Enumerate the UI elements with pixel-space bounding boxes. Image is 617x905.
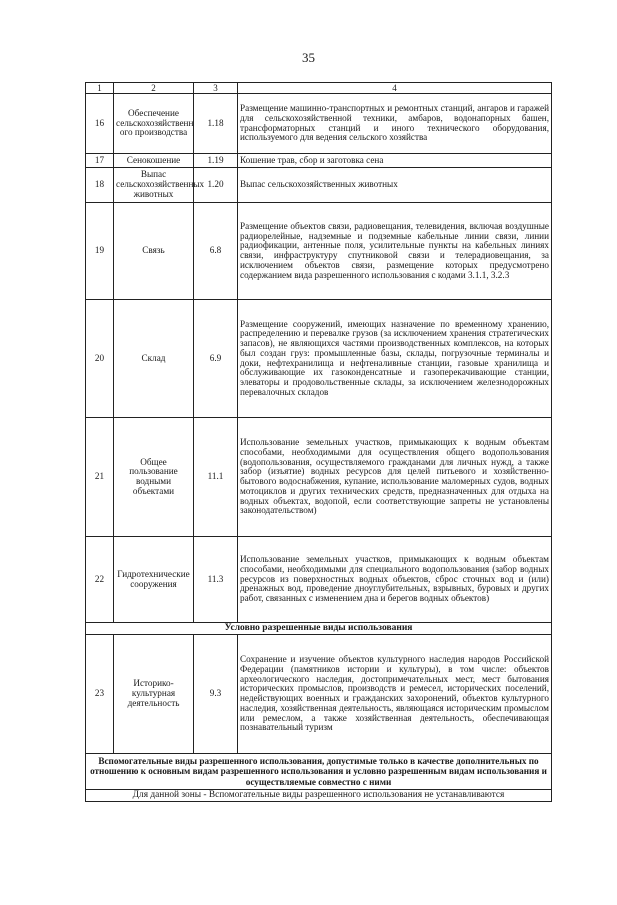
- conditional-section-row: [86, 623, 552, 635]
- auxiliary-section-row: [86, 754, 552, 790]
- conditional-uses-heading: Условно разрешенные виды использования: [86, 623, 552, 635]
- row-number: 20: [86, 300, 114, 418]
- row-number: 16: [86, 94, 114, 154]
- use-type-name: Обеспечение сельскохозяйственн ого производства: [114, 94, 194, 154]
- use-type-code: 11.1: [194, 418, 238, 537]
- table-header-row: [86, 83, 552, 94]
- use-type-name: Выпас сельскохозяйственных животных: [114, 168, 194, 203]
- use-type-name: Сенокошение: [114, 154, 194, 168]
- row-number: 22: [86, 537, 114, 623]
- table-row: [86, 537, 552, 623]
- row-number: 21: [86, 418, 114, 537]
- table-row: [86, 635, 552, 754]
- row-number: 18: [86, 168, 114, 203]
- row-number: 19: [86, 203, 114, 300]
- row-number: 17: [86, 154, 114, 168]
- use-type-description: Выпас сельскохозяйственных животных: [238, 168, 552, 203]
- use-type-description: Размещение машинно-транспортных и ремонтных станций, ангаров и гаражей для сельскохозяйственной техники, амбаров, водонапорных башен, трансформаторных станций и иного технического оборудования, используемого для ведения сельского хозяйства: [238, 94, 552, 154]
- header-col-code: 3: [194, 83, 238, 94]
- use-type-description: Кошение трав, сбор и заготовка сена: [238, 154, 552, 168]
- use-type-code: 6.9: [194, 300, 238, 418]
- table-row: [86, 168, 552, 203]
- auxiliary-uses-heading: Вспомогательные виды разрешенного использования, допустимые только в качестве дополнительных по отношению к основным видам разрешенного использования и условно разрешенным видам использования и осуществляемые совместно с ними: [86, 754, 552, 790]
- use-type-name: Историко-культурная деятельность: [114, 635, 194, 754]
- use-type-description: Размещение объектов связи, радиовещания, телевидения, включая воздушные радиорелейные, надземные и подземные кабельные линии связи, линии радиофикации, антенные поля, усилительные пункты на кабельных линиях связи, инфраструктуру спутниковой связи и телерадиовещания, за исключением объектов связи, размещение которых предусмотрено содержанием вида разрешенного использования с кодами 3.1.1, 3.2.3: [238, 203, 552, 300]
- table-row: [86, 203, 552, 300]
- use-type-name: Общее пользование водными объектами: [114, 418, 194, 537]
- table-row: [86, 300, 552, 418]
- header-col-name: 2: [114, 83, 194, 94]
- land-use-table: [85, 82, 552, 802]
- page-number: 35: [302, 50, 315, 65]
- header-col-number: 1: [86, 83, 114, 94]
- header-col-description: 4: [238, 83, 552, 94]
- table-row: [86, 94, 552, 154]
- use-type-description: Использование земельных участков, примыкающих к водным объектам способами, необходимыми для осуществления общего водопользования (водопользования, осуществляемого гражданами для личных нужд, а также забор (изъятие) водных ресурсов для целей питьевого и хозяйственно-бытового водоснабжения, купание, использование маломерных судов, водных мотоциклов и других технических средств, предназначенных для отдыха на водных объектах, водопой, если соответствующие запреты не установлены законодательством): [238, 418, 552, 537]
- table-row: [86, 418, 552, 537]
- use-type-code: 1.18: [194, 94, 238, 154]
- use-type-description: Размещение сооружений, имеющих назначение по временному хранению, распределению и перевалке грузов (за исключением хранения стратегических запасов), не являющихся частями производственных комплексов, на которых был создан груз: промышленные базы, склады, погрузочные терминалы и доки, нефтехранилища и нефтеналивные станции, газовые хранилища и обслуживающие их газоконденсатные и газоперекачивающие станции, элеваторы и продовольственные склады, за исключением железнодорожных перевалочных складов: [238, 300, 552, 418]
- use-type-description: Сохранение и изучение объектов культурного наследия народов Российской Федерации (памятников истории и культуры), в том числе: объектов археологического наследия, достопримечательных мест, мест бытования исторических промыслов, производств и ремесел, исторических поселений, недействующих военных и гражданских захоронений, объектов культурного наследия, хозяйственная деятельность, являющаяся историческим промыслом или ремеслом, а также хозяйственная деятельность, обеспечивающая познавательный туризм: [238, 635, 552, 754]
- use-type-code: 11.3: [194, 537, 238, 623]
- use-type-name: Склад: [114, 300, 194, 418]
- table-row: [86, 154, 552, 168]
- use-type-code: 6.8: [194, 203, 238, 300]
- auxiliary-note-row: [86, 790, 552, 802]
- use-type-description: Использование земельных участков, примыкающих к водным объектам способами, необходимыми для специального водопользования (забор водных ресурсов из поверхностных водных объектов, сброс сточных вод и (или) дренажных вод, проведение дноуглубительных, взрывных, буровых и других работ, связанных с изменением дна и берегов водных объектов): [238, 537, 552, 623]
- use-type-code: 9.3: [194, 635, 238, 754]
- row-number: 23: [86, 635, 114, 754]
- use-type-code: 1.20: [194, 168, 238, 203]
- auxiliary-uses-note: Для данной зоны - Вспомогательные виды разрешенного использования не устанавливаются: [86, 790, 552, 802]
- use-type-name: Гидротехнические сооружения: [114, 537, 194, 623]
- use-type-name: Связь: [114, 203, 194, 300]
- use-type-code: 1.19: [194, 154, 238, 168]
